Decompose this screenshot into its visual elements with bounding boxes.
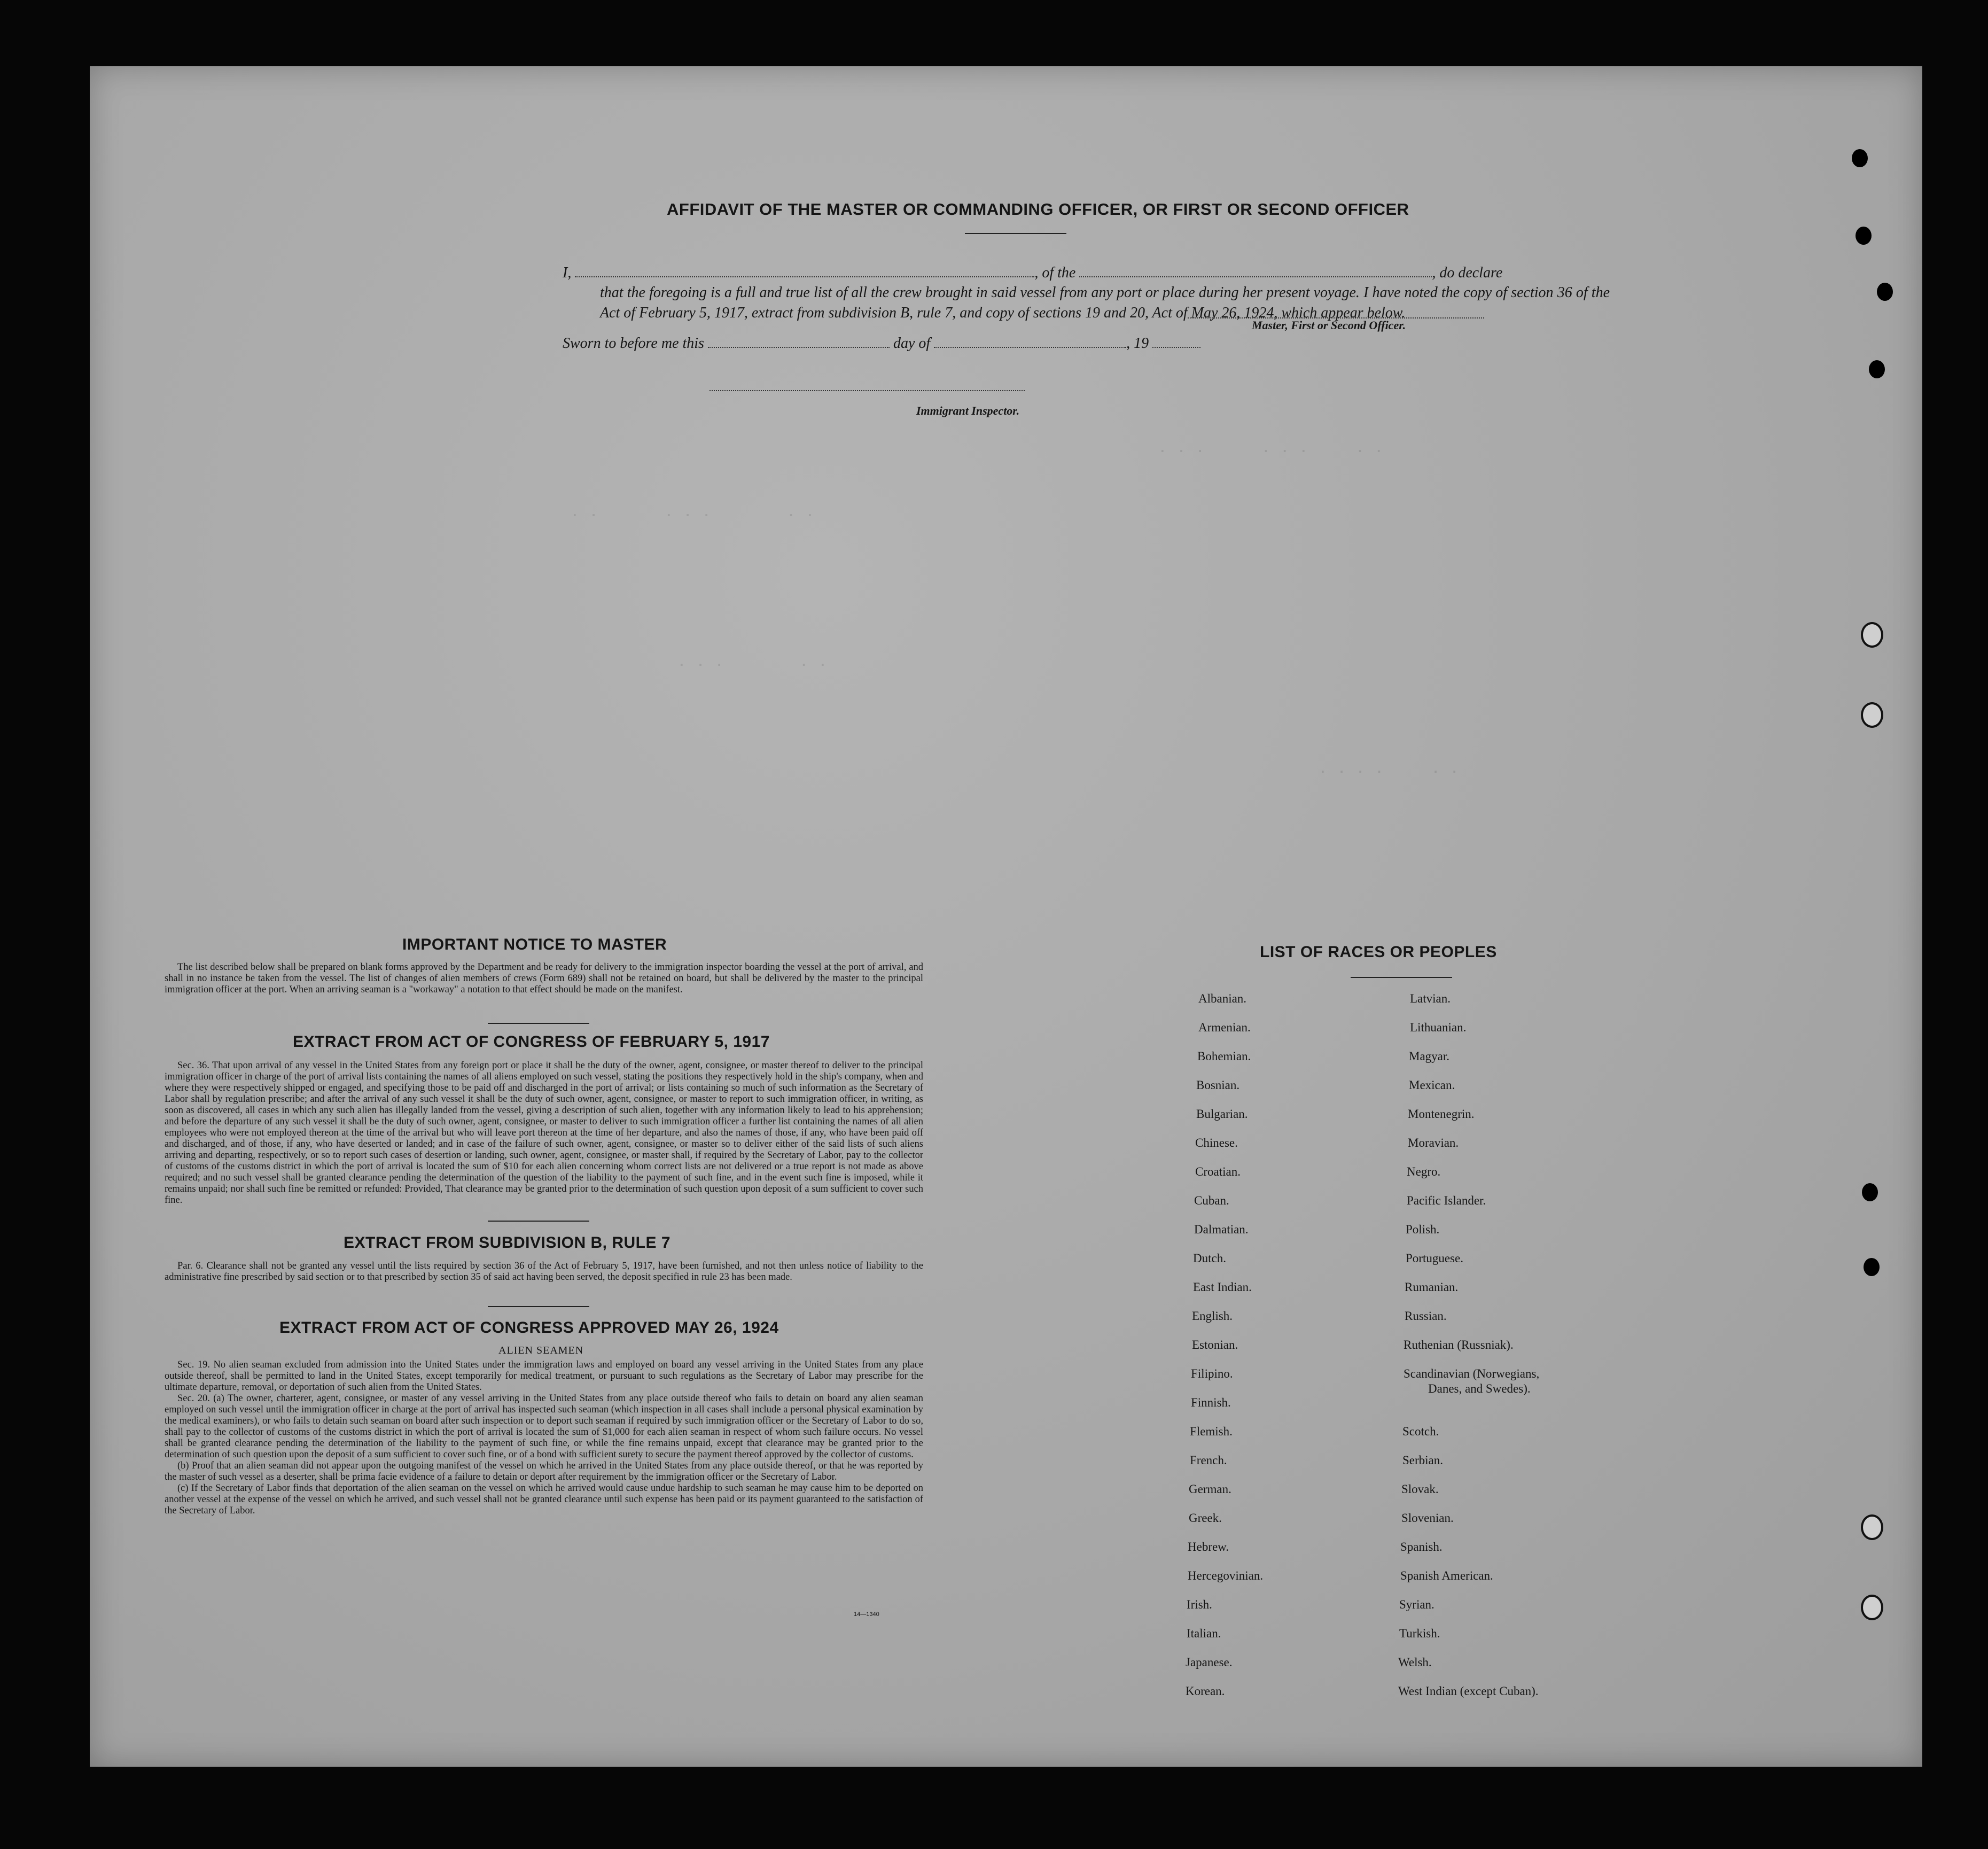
race-item: Scotch. [1402, 1425, 1439, 1438]
extract-1924-title: EXTRACT FROM ACT OF CONGRESS APPROVED MAY 26, 1924 [279, 1319, 779, 1337]
race-item: Polish. [1406, 1223, 1440, 1236]
race-item: Rumanian. [1405, 1280, 1459, 1294]
race-item: Italian. [1187, 1627, 1221, 1640]
race-item: Spanish. [1400, 1540, 1443, 1553]
race-item: Spanish American. [1400, 1569, 1493, 1582]
punch-hole [1869, 360, 1885, 378]
punch-ring [1861, 622, 1883, 648]
race-item: Armenian. [1198, 1021, 1251, 1034]
race-item: Turkish. [1399, 1627, 1440, 1640]
race-item: Greek. [1189, 1511, 1222, 1525]
race-item: Hercegovinian. [1188, 1569, 1264, 1582]
punch-ring [1861, 1595, 1883, 1620]
race-item: Latvian. [1410, 992, 1451, 1005]
declarant-prefix: I, [563, 265, 572, 281]
race-item: Irish. [1187, 1598, 1212, 1611]
section-rule [488, 1023, 589, 1024]
sworn-day-field[interactable] [708, 346, 890, 348]
vessel-name-field[interactable] [1079, 276, 1432, 277]
punch-hole [1864, 1258, 1880, 1276]
day-of-label: day of [893, 335, 931, 352]
year-prefix: , 19 [1126, 335, 1149, 352]
race-item: Danes, and Swedes). [1428, 1382, 1531, 1395]
section-36-paragraph: Sec. 36. That upon arrival of any vessel in the United States from any foreign port or place it shall be the duty of the owner, agent, consignee, or master thereof to deliver to the principal immigration officer in charge of the port of arrival lists containing the names of all aliens employed on such vessel, stating the positions they respectively hold in the ship's company, when and where they were respectively shipped or engaged, and specifying those to be paid off and discharged in the port of arrival; or lists containing so much of such information as the Secretary of Labor shall by regulation prescribe; and after the arrival of any such vessel it shall be the duty of such owner, agent, consignee, or master to report to such immigration officer, in writing, as soon as discovered, all cases in which any such alien has illegally landed from the vessel, giving a description of such alien, together with any information likely to lead to his apprehension; and before the departure of any such vessel it shall be the duty of such owner, agent, consignee, or master to deliver to such immigration officer a further list containing the names of all alien employees who were not employed thereon at the time of the arrival but who will leave port thereon at the time of her departure, and also the names of those, if any, who have been paid off and discharged, and of those, if any, who have deserted or landed; and in case of the failure of such owner, agent, consignee, or master so to deliver either of the said lists of such aliens arriving and departing, respectively, or so to report such cases of desertion or landing, such owner, agent, consignee, or master shall, if required by the Secretary of Labor, pay to the collector of customs of the customs district in which the port of arrival is located the sum of $10 for each alien concerning whom correct lists are not delivered or a true report is not made as above required; and no such vessel shall be granted clearance pending the determination of the question of the liability to the payment of such fine, and in the event such fine is imposed, while it remains unpaid; nor shall such fine be remitted or refunded: Provided, That clearance may be granted prior to the determination of such question upon deposit of a sum sufficient to cover such fine. [165, 1060, 923, 1206]
race-item: Syrian. [1399, 1598, 1435, 1611]
title-rule [965, 233, 1066, 234]
extract-1917-title: EXTRACT FROM ACT OF CONGRESS OF FEBRUARY 5, 1917 [293, 1033, 770, 1051]
sworn-label: Sworn to before me this [563, 335, 704, 352]
race-item: Mexican. [1409, 1078, 1455, 1092]
bleed-through-texture: . . . . . . . . . . . . . . . . . . . . . . . . . . [571, 440, 1460, 777]
race-item: Japanese. [1186, 1656, 1233, 1669]
race-item: Serbian. [1402, 1454, 1444, 1467]
declarant-name-field[interactable] [575, 276, 1034, 277]
punch-hole [1852, 149, 1868, 167]
races-title: LIST OF RACES OR PEOPLES [1260, 943, 1497, 961]
section-rule [488, 1221, 589, 1222]
do-declare-label: , do declare [1432, 265, 1503, 281]
inspector-signature-line[interactable] [710, 390, 1025, 391]
sworn-line [563, 333, 1364, 354]
race-item: Bohemian. [1197, 1050, 1251, 1063]
race-item: Croatian. [1195, 1165, 1241, 1178]
race-item: Pacific Islander. [1407, 1194, 1486, 1207]
section-20c-paragraph: (c) If the Secretary of Labor finds that deportation of the alien seaman on the vessel on which he arrived would cause undue hardship to such seaman he may cause him to be deported on another vessel at the expense of the vessel on which he arrived, and such vessel shall not be granted clearance until such expense has been paid or its payment guaranteed to the satisfaction of the Secretary of Labor. [165, 1483, 923, 1516]
extract-1924-text [165, 1359, 923, 1517]
race-item: Lithuanian. [1410, 1021, 1467, 1034]
par-6-paragraph: Par. 6. Clearance shall not be granted any vessel until the lists required by section 36 of the Act of February 5, 1917, have been furnished, and not then unless notice of liability to the administrative fine prescribed by said section or to that prescribed by section 35 of said act having been served, the deposit specified in rule 23 has been made. [165, 1261, 923, 1283]
notice-text [165, 962, 923, 996]
race-item: Russian. [1405, 1309, 1447, 1323]
race-item: English. [1192, 1309, 1233, 1323]
race-item: Hebrew. [1188, 1540, 1229, 1553]
section-rule [488, 1306, 589, 1307]
race-item: Welsh. [1398, 1656, 1432, 1669]
race-item: Dutch. [1193, 1252, 1226, 1265]
affidavit-body: that the foregoing is a full and true list of all the crew brought in said vessel from any port or place during her present voyage. I have noted the copy of section 36 of the Act of February 5, 1917, extract from subdivision B, rule 7, and copy of sections 19 and 20, Act of May 26, 1924, which appear below. [600, 284, 1610, 321]
race-item: Estonian. [1192, 1338, 1238, 1351]
race-item: Montenegrin. [1408, 1107, 1475, 1121]
race-item: Negro. [1407, 1165, 1441, 1178]
document-page [90, 66, 1922, 1767]
punch-ring [1861, 702, 1883, 728]
race-item: Scandinavian (Norwegians, [1404, 1367, 1540, 1380]
race-item: Albanian. [1198, 992, 1247, 1005]
race-item: Bulgarian. [1196, 1107, 1248, 1121]
race-item: East Indian. [1193, 1280, 1252, 1294]
race-item: Portuguese. [1406, 1252, 1463, 1265]
notice-paragraph: The list described below shall be prepared on blank forms approved by the Department and be ready for delivery to the immigration inspector boarding the vessel at the port of arrival, and shall in no instance be taken from the vessel. The list of changes of alien members of crews (Form 689) shall not be retained on board, but shall be delivered by the master to the principal immigration officer at the port. When an arriving seaman is a "workaway" a notation to that effect should be made on the manifest. [165, 962, 923, 995]
race-item: Moravian. [1408, 1136, 1459, 1149]
race-item: Slovak. [1401, 1482, 1439, 1496]
punch-ring [1861, 1514, 1883, 1540]
rule-7-title: EXTRACT FROM SUBDIVISION B, RULE 7 [344, 1234, 671, 1252]
races-title-rule [1351, 977, 1452, 978]
section-20b-paragraph: (b) Proof that an alien seaman did not appear upon the outgoing manifest of the vessel on which he arrived in the United States from any place outside thereof, or that he was reported by the master of such vessel as a deserter, shall be prima facie evidence of a failure to detain or deport after requirement by the immigration officer or the Secretary of Labor. [165, 1460, 923, 1482]
extract-1917-text [165, 1060, 923, 1206]
rule-7-text [165, 1261, 923, 1283]
race-item: German. [1189, 1482, 1231, 1496]
race-item: Bosnian. [1196, 1078, 1240, 1092]
form-reference: 14—1340 [854, 1611, 879, 1618]
race-item: Korean. [1186, 1684, 1225, 1698]
sworn-month-field[interactable] [934, 346, 1126, 348]
punch-hole [1856, 227, 1872, 245]
punch-hole [1877, 283, 1893, 301]
race-item: Slovenian. [1401, 1511, 1454, 1525]
race-item: Chinese. [1195, 1136, 1238, 1149]
race-item: Ruthenian (Russniak). [1404, 1338, 1514, 1351]
race-item: Dalmatian. [1194, 1223, 1249, 1236]
race-item: Filipino. [1191, 1367, 1233, 1380]
race-item: Magyar. [1409, 1050, 1450, 1063]
section-19-paragraph: Sec. 19. No alien seaman excluded from admission into the United States under the immigration laws and employed on board any vessel arriving in the United States from any place outside thereof, shall be permitted to land in the United States, except temporarily for medical treatment, or pursuant to such regulations as the Secretary of Labor may prescribe for the ultimate departure, removal, or deportation of such alien from the United States. [165, 1359, 923, 1393]
notice-title: IMPORTANT NOTICE TO MASTER [402, 936, 667, 953]
alien-seamen-subtitle: ALIEN SEAMEN [498, 1345, 584, 1356]
section-20a-paragraph: Sec. 20. (a) The owner, charterer, agent, consignee, or master of any vessel arriving in the United States from any place outside thereof who fails to detain on board any alien seaman employed on such vessel until the immigration officer in charge at the port of arrival has inspected such seaman (which inspection in all cases shall include a personal physical examination by the medical examiners), or who fails to detain such seaman on board after such inspection or to deport such seaman if required by such immigration officer or the Secretary of Labor to do so, shall pay to the collector of customs of the customs district in which the port of arrival is located the sum of $1,000 for each alien seaman in respect of whom such failure occurs. No vessel shall be granted clearance pending the determination of the liability to the payment of such fine, or while the fine remains unpaid, except that clearance may be granted prior to the determination of such question upon the deposit of a sum sufficient to cover such fine, or of a bond with sufficient surety to secure the payment thereof approved by the collector of customs. [165, 1393, 923, 1460]
race-item: Flemish. [1190, 1425, 1233, 1438]
affidavit-declaration-line [563, 263, 1610, 283]
sworn-year-field[interactable] [1152, 346, 1200, 348]
inspector-label: Immigrant Inspector. [916, 404, 1020, 417]
punch-hole [1862, 1183, 1878, 1201]
affidavit-title: AFFIDAVIT OF THE MASTER OR COMMANDING OFFICER, OR FIRST OR SECOND OFFICER [667, 200, 1409, 219]
race-item: Finnish. [1191, 1396, 1231, 1409]
race-item: West Indian (except Cuban). [1398, 1684, 1539, 1698]
race-item: French. [1190, 1454, 1227, 1467]
race-item: Cuban. [1194, 1194, 1229, 1207]
of-the-label: , of the [1034, 265, 1076, 281]
signature-label: Master, First or Second Officer. [1252, 318, 1406, 332]
